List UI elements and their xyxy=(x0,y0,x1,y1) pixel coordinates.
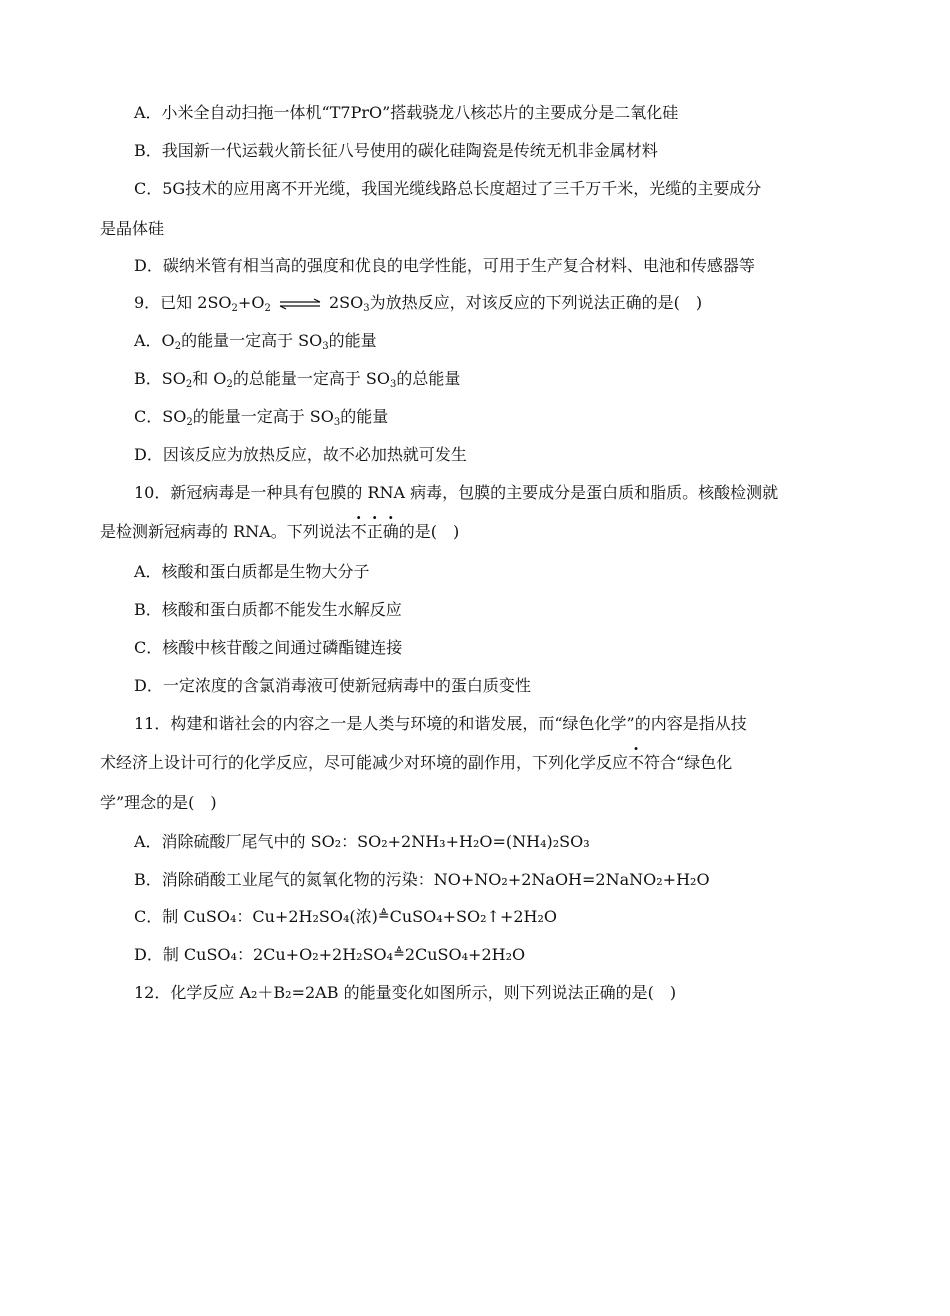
q11-option-c: C．制 CuSO₄：Cu+2H₂SO₄(浓)≜CuSO₄+SO₂↑+2H₂O xyxy=(134,907,558,926)
q8-option-c: C．5G技术的应用离不开光缆，我国光缆线路总长度超过了三千万千米，光缆的主要成分 xyxy=(134,179,762,198)
q11-stem-cont: 术经济上设计可行的化学反应，尽可能减少对环境的副作用，下列化学反应不符合“绿色化 xyxy=(100,753,733,772)
heat-delta-icon: ≜ xyxy=(393,946,405,962)
q10-option-c: C．核酸中核苷酸之间通过磷酯键连接 xyxy=(134,638,403,657)
q9-option-d: D．因该反应为放热反应，故不必加热就可发生 xyxy=(134,445,467,464)
q10-stem: 10．新冠病毒是一种具有包膜的 RNA 病毒，包膜的主要成分是蛋白质和脂质。核酸检测就 xyxy=(134,483,779,502)
emphasis-char: 确 xyxy=(382,522,399,541)
q8-option-b: B．我国新一代运载火箭长征八号使用的碳化硅陶瓷是传统无机非金属材料 xyxy=(134,141,658,160)
q8-option-a: A．小米全自动扫拖一体机“T7PrO”搭载骁龙八核芯片的主要成分是二氧化硅 xyxy=(134,103,679,122)
q11-stem-cont2: 学”理念的是( ) xyxy=(100,793,217,812)
emphasis-dotted-text xyxy=(351,522,399,541)
q11-stem: 11．构建和谐社会的内容之一是人类与环境的和谐发展，而“绿色化学”的内容是指从技 xyxy=(134,714,747,733)
q9-option-a: A．$O_2$的能量一定高于 $SO_3$的能量 xyxy=(134,331,377,352)
q9-option-c: C．$SO_2$的能量一定高于 $SO_3$的能量 xyxy=(134,407,389,428)
q10-stem-cont: 是检测新冠病毒的 RNA。下列说法不正确的是( ) xyxy=(100,522,460,541)
q12-stem: 12．化学反应 A₂＋B₂=2AB 的能量变化如图所示，则下列说法正确的是( ) xyxy=(134,983,677,1002)
equilibrium-arrow-icon xyxy=(276,297,324,311)
q8-option-d: D．碳纳米管有相当高的强度和优良的电学性能，可用于生产复合材料、电池和传感器等 xyxy=(134,256,755,275)
emphasis-char: 不 xyxy=(350,522,367,541)
q11-option-b: B．消除硝酸工业尾气的氮氧化物的污染：NO+NO₂+2NaOH=2NaNO₂+H₂O xyxy=(134,870,710,889)
q9-option-b: B．$SO_2$和 $O_2$的总能量一定高于 $SO_3$的总能量 xyxy=(134,369,461,390)
q10-option-d: D．一定浓度的含氯消毒液可使新冠病毒中的蛋白质变性 xyxy=(134,676,531,695)
q10-option-b: B．核酸和蛋白质都不能发生水解反应 xyxy=(134,600,402,619)
q11-option-a: A．消除硫酸厂尾气中的 SO₂：SO₂+2NH₃+H₂O=(NH₄)₂SO₃ xyxy=(134,832,590,851)
q8-option-c-cont: 是晶体硅 xyxy=(100,219,165,238)
emphasis-dotted-text xyxy=(628,753,644,772)
q11-option-d: D．制 CuSO₄：2Cu+O₂+2H₂SO₄≜2CuSO₄+2H₂O xyxy=(134,945,526,964)
emphasis-char: 不 xyxy=(628,753,645,772)
q10-option-a: A．核酸和蛋白质都是生物大分子 xyxy=(134,562,370,581)
q9-stem: 9．已知 $2SO_2+O_2$ $2SO_3$为放热反应，对该反应的下列说法正确的是( ) xyxy=(134,293,703,314)
heat-delta-icon: ≜ xyxy=(377,908,390,924)
emphasis-char: 正 xyxy=(366,522,383,541)
